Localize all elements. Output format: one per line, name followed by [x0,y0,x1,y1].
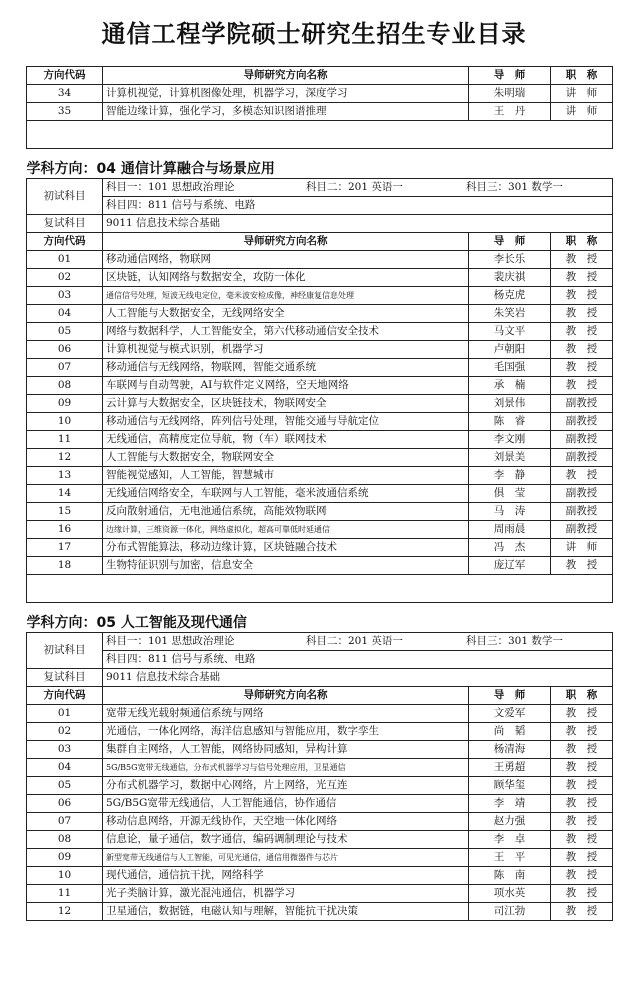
direction-code: 09 [27,395,103,413]
advisor-rank: 教 授 [551,813,613,831]
table-row [27,85,613,103]
table-row [27,485,613,503]
section-title: 学科方向：04 通信计算融合与场景应用 [27,149,613,179]
direction-name: 移动通信与无线网络，阵列信号处理，智能交通与导航定位 [103,413,469,431]
table-row [27,759,613,777]
exam-subject-4: 科目四：811 信号与系统、电路 [103,651,613,669]
direction-name: 分布式机器学习，数据中心网络，片上网络，光互连 [103,777,469,795]
advisor-name: 马文平 [469,323,551,341]
table-row [27,305,613,323]
exam-row [27,651,613,669]
header-advisor: 导 师 [469,67,551,85]
direction-code: 10 [27,867,103,885]
exam-subjects-1 [103,633,613,651]
direction-name: 边缘计算，三维资源一体化，网络虚拟化，超高可靠低时延通信 [103,521,469,539]
advisor-rank: 副教授 [551,431,613,449]
advisor-rank: 教 授 [551,705,613,723]
direction-name: 计算机视觉，计算机图像处理，机器学习，深度学习 [103,85,469,103]
exam-subject-1: 科目一：101 思想政治理论 [106,635,235,647]
advisor-name: 朱明瑞 [469,85,551,103]
advisor-name: 文爱军 [469,705,551,723]
header-advisor: 导 师 [469,233,551,251]
table-row [27,741,613,759]
direction-name: 光通信，一体化网络，海洋信息感知与智能应用，数字孪生 [103,723,469,741]
table-row [27,377,613,395]
advisor-name: 朱笑岩 [469,305,551,323]
advisor-rank: 教 授 [551,467,613,485]
section-title-row [27,149,613,179]
advisor-name: 司江勃 [469,903,551,921]
advisor-rank: 副教授 [551,521,613,539]
advisor-rank: 副教授 [551,395,613,413]
direction-name: 人工智能与大数据安全，物联网安全 [103,449,469,467]
table-row [27,103,613,121]
direction-name: 分布式智能算法，移动边缘计算，区块链融合技术 [103,539,469,557]
direction-code: 17 [27,539,103,557]
direction-name: 5G/B5G宽带无线通信，人工智能通信，协作通信 [103,795,469,813]
header-name: 导师研究方向名称 [103,67,469,85]
table-row [27,395,613,413]
direction-code: 18 [27,557,103,575]
direction-code: 11 [27,885,103,903]
table-row [27,251,613,269]
table-row [27,867,613,885]
retest-subject: 9011 信息技术综合基础 [103,215,613,233]
direction-code: 12 [27,449,103,467]
advisor-rank: 教 授 [551,795,613,813]
table-row [27,359,613,377]
table-row [27,723,613,741]
advisor-rank: 教 授 [551,359,613,377]
catalog-body [27,67,613,921]
direction-code: 03 [27,741,103,759]
advisor-name: 陈 南 [469,867,551,885]
header-advisor: 导 师 [469,687,551,705]
direction-name: 智能视觉感知，人工智能，智慧城市 [103,467,469,485]
advisor-rank: 讲 师 [551,85,613,103]
exam-row [27,179,613,197]
exam-subject-1: 科目一：101 思想政治理论 [106,181,235,193]
spacer-cell [27,575,613,603]
table-header [27,233,613,251]
advisor-name: 赵力强 [469,813,551,831]
advisor-name: 刘景伟 [469,395,551,413]
direction-code: 04 [27,305,103,323]
exam-subject-2: 科目二：201 英语一 [306,635,403,647]
direction-code: 06 [27,341,103,359]
advisor-name: 李文刚 [469,431,551,449]
advisor-rank: 教 授 [551,341,613,359]
direction-code: 35 [27,103,103,121]
table-row [27,795,613,813]
exam-subject-3: 科目三：301 数学一 [466,181,563,193]
table-row [27,539,613,557]
header-code: 方向代码 [27,233,103,251]
table-row [27,323,613,341]
direction-code: 13 [27,467,103,485]
advisor-name: 庞辽军 [469,557,551,575]
direction-code: 01 [27,251,103,269]
direction-code: 04 [27,759,103,777]
direction-code: 15 [27,503,103,521]
table-row [27,831,613,849]
advisor-rank: 教 授 [551,251,613,269]
advisor-rank: 教 授 [551,777,613,795]
direction-code: 11 [27,431,103,449]
advisor-rank: 副教授 [551,413,613,431]
advisor-rank: 教 授 [551,723,613,741]
catalog-table [26,66,613,921]
retest-row [27,215,613,233]
direction-name: 5G/B5G宽带无线通信，分布式机器学习与信号处理应用，卫星通信 [103,759,469,777]
exam-row [27,633,613,651]
advisor-rank: 教 授 [551,831,613,849]
direction-code: 01 [27,705,103,723]
header-name: 导师研究方向名称 [103,687,469,705]
advisor-name: 毛国强 [469,359,551,377]
direction-code: 34 [27,85,103,103]
advisor-name: 俱 莹 [469,485,551,503]
exam-subject-line [106,633,609,650]
direction-name: 移动通信与无线网络，物联网，智能交通系统 [103,359,469,377]
table-row [27,449,613,467]
advisor-rank: 教 授 [551,885,613,903]
direction-name: 计算机视觉与模式识别，机器学习 [103,341,469,359]
advisor-name: 李 静 [469,467,551,485]
direction-code: 02 [27,723,103,741]
direction-code: 07 [27,813,103,831]
direction-code: 16 [27,521,103,539]
table-row [27,903,613,921]
table-row [27,813,613,831]
advisor-rank: 教 授 [551,557,613,575]
advisor-name: 陈 睿 [469,413,551,431]
advisor-rank: 教 授 [551,323,613,341]
direction-code: 09 [27,849,103,867]
table-row [27,503,613,521]
direction-code: 14 [27,485,103,503]
direction-name: 信息论，量子通信，数字通信，编码调制理论与技术 [103,831,469,849]
advisor-rank: 副教授 [551,503,613,521]
direction-name: 通信信号处理，短波无线电定位，毫米波安检成像，神经康复信息处理 [103,287,469,305]
exam-label: 初试科目 [27,633,103,669]
exam-subject-line [106,179,609,196]
advisor-name: 尚 韬 [469,723,551,741]
table-header [27,67,613,85]
advisor-name: 王 丹 [469,103,551,121]
exam-subject-3: 科目三：301 数学一 [466,635,563,647]
advisor-name: 周雨晨 [469,521,551,539]
advisor-rank: 教 授 [551,759,613,777]
direction-name: 人工智能与大数据安全，无线网络安全 [103,305,469,323]
retest-subject: 9011 信息技术综合基础 [103,669,613,687]
advisor-rank: 讲 师 [551,539,613,557]
direction-name: 卫星通信，数据链，电磁认知与理解，智能抗干扰决策 [103,903,469,921]
direction-name: 光子类脑计算，激光混沌通信，机器学习 [103,885,469,903]
advisor-name: 承 楠 [469,377,551,395]
advisor-rank: 教 授 [551,377,613,395]
direction-name: 区块链，认知网络与数据安全，攻防一体化 [103,269,469,287]
direction-code: 07 [27,359,103,377]
direction-code: 08 [27,377,103,395]
section-title: 学科方向：05 人工智能及现代通信 [27,603,613,633]
table-row [27,849,613,867]
retest-label: 复试科目 [27,215,103,233]
direction-name: 新型宽带无线通信与人工智能，可见光通信，通信用微器件与芯片 [103,849,469,867]
advisor-name: 顾华玺 [469,777,551,795]
advisor-rank: 教 授 [551,903,613,921]
table-row [27,467,613,485]
direction-code: 03 [27,287,103,305]
advisor-name: 王勇超 [469,759,551,777]
header-rank: 职 称 [551,67,613,85]
advisor-name: 李 靖 [469,795,551,813]
direction-name: 移动通信网络，物联网 [103,251,469,269]
direction-name: 无线通信，高精度定位导航，物（车）联网技术 [103,431,469,449]
exam-subject-2: 科目二：201 英语一 [306,181,403,193]
table-row [27,287,613,305]
direction-name: 无线通信网络安全，车联网与人工智能，毫米波通信系统 [103,485,469,503]
section-title-row [27,603,613,633]
table-row [27,431,613,449]
table-row [27,885,613,903]
table-row [27,341,613,359]
advisor-rank: 教 授 [551,305,613,323]
advisor-name: 王 平 [469,849,551,867]
advisor-rank: 讲 师 [551,103,613,121]
direction-name: 集群自主网络，人工智能，网络协同感知，异构计算 [103,741,469,759]
spacer-cell [27,121,613,149]
advisor-rank: 副教授 [551,449,613,467]
spacer-row [27,121,613,149]
direction-code: 12 [27,903,103,921]
direction-name: 移动信息网络，开源无线协作，天空地一体化网络 [103,813,469,831]
direction-name: 宽带无线光载射频通信系统与网络 [103,705,469,723]
retest-row [27,669,613,687]
advisor-name: 冯 杰 [469,539,551,557]
advisor-name: 李长乐 [469,251,551,269]
exam-subjects-1 [103,179,613,197]
exam-label: 初试科目 [27,179,103,215]
direction-code: 10 [27,413,103,431]
direction-code: 02 [27,269,103,287]
table-row [27,269,613,287]
direction-name: 反向散射通信，无电池通信系统，高能效物联网 [103,503,469,521]
advisor-name: 杨克虎 [469,287,551,305]
direction-name: 云计算与大数据安全，区块链技术，物联网安全 [103,395,469,413]
direction-code: 08 [27,831,103,849]
spacer-row [27,575,613,603]
header-rank: 职 称 [551,687,613,705]
advisor-name: 项水英 [469,885,551,903]
direction-code: 05 [27,777,103,795]
table-row [27,705,613,723]
advisor-name: 裴庆祺 [469,269,551,287]
advisor-rank: 教 授 [551,287,613,305]
direction-code: 06 [27,795,103,813]
advisor-name: 马 涛 [469,503,551,521]
exam-row [27,197,613,215]
advisor-rank: 副教授 [551,485,613,503]
header-name: 导师研究方向名称 [103,233,469,251]
table-row [27,413,613,431]
table-header [27,687,613,705]
direction-name: 车联网与自动驾驶，AI与软件定义网络，空天地网络 [103,377,469,395]
advisor-name: 李 卓 [469,831,551,849]
table-row [27,777,613,795]
advisor-rank: 教 授 [551,741,613,759]
exam-subject-4: 科目四：811 信号与系统、电路 [103,197,613,215]
header-code: 方向代码 [27,67,103,85]
direction-name: 网络与数据科学，人工智能安全，第六代移动通信安全技术 [103,323,469,341]
direction-name: 生物特征识别与加密，信息安全 [103,557,469,575]
table-row [27,557,613,575]
page-title: 通信工程学院硕士研究生招生专业目录 [101,20,527,48]
table-row [27,521,613,539]
advisor-name: 杨清海 [469,741,551,759]
advisor-name: 卢朝阳 [469,341,551,359]
direction-name: 现代通信，通信抗干扰，网络科学 [103,867,469,885]
header-rank: 职 称 [551,233,613,251]
advisor-rank: 教 授 [551,849,613,867]
advisor-name: 刘景美 [469,449,551,467]
direction-name: 智能边缘计算，强化学习，多模态知识图谱推理 [103,103,469,121]
header-code: 方向代码 [27,687,103,705]
retest-label: 复试科目 [27,669,103,687]
direction-code: 05 [27,323,103,341]
advisor-rank: 教 授 [551,269,613,287]
advisor-rank: 教 授 [551,867,613,885]
